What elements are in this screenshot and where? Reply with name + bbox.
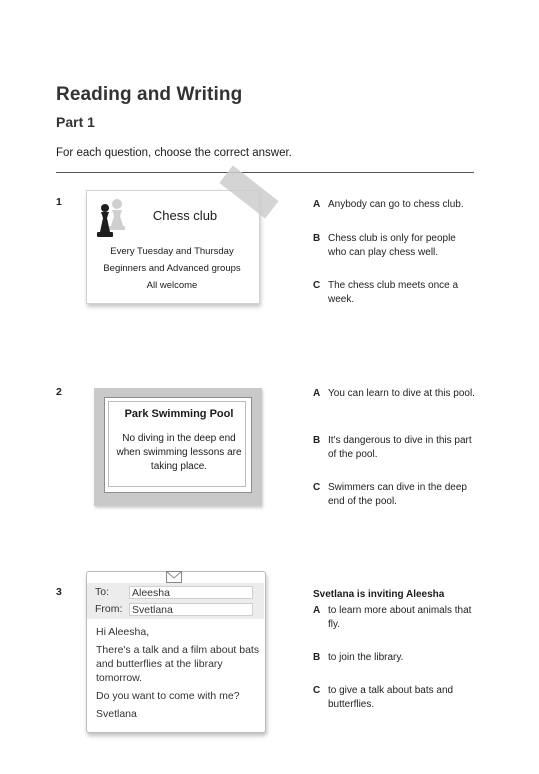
option-letter: B [313, 233, 321, 244]
question-number-2: 2 [56, 386, 62, 398]
option-letter: A [313, 199, 321, 210]
notice-line: All welcome [146, 280, 198, 291]
option-2c[interactable] [313, 481, 476, 509]
option-letter: C [313, 280, 321, 291]
divider [56, 172, 474, 173]
email-greeting: Hi Aleesha, [96, 626, 150, 638]
notice-line: Beginners and Advanced groups [103, 263, 241, 274]
email-paragraph: Do you want to come with me? [96, 690, 240, 702]
option-1c[interactable] [313, 279, 476, 307]
question-number-3: 3 [56, 586, 62, 598]
option-text: Swimmers can dive in the deep end of the pool. [328, 482, 467, 507]
option-1b[interactable] [313, 232, 476, 260]
option-3a[interactable] [313, 604, 476, 632]
instruction-text: For each question, choose the correct answer. [56, 147, 292, 159]
email-paragraph: There's a talk and a film about bats and butterflies at the library tomorrow. [96, 644, 260, 684]
question-number-1: 1 [56, 196, 62, 208]
section-title: Reading and Writing [56, 84, 243, 105]
sign-line: taking place. [150, 461, 208, 472]
option-text: Anybody can go to chess club. [328, 199, 464, 210]
sign-title: Park Swimming Pool [124, 408, 234, 420]
option-2a[interactable] [313, 387, 476, 401]
option-3b[interactable] [313, 651, 476, 665]
part-heading: Part 1 [56, 114, 95, 130]
to-label: To: [95, 586, 110, 598]
to-field: Aleesha [129, 586, 253, 599]
option-letter: A [313, 388, 321, 399]
option-letter: B [313, 652, 321, 663]
option-text: to give a talk about bats and butterflies. [328, 685, 454, 710]
option-2b[interactable] [313, 434, 476, 462]
option-letter: B [313, 435, 321, 446]
email-body [96, 625, 260, 725]
option-text: The chess club meets once a week. [328, 280, 459, 305]
option-letter: A [313, 605, 321, 616]
sign-line: No diving in the deep end [122, 433, 236, 444]
sign-body [103, 432, 255, 474]
option-text: to join the library. [328, 652, 404, 663]
sign-line: when swimming lessons are [116, 447, 242, 458]
notice-title: Chess club [152, 208, 218, 223]
option-letter: C [313, 482, 321, 493]
notice-line: Every Tuesday and Thursday [110, 246, 234, 257]
from-label: From: [95, 603, 123, 615]
option-text: Chess club is only for people who can play chess well. [328, 233, 456, 258]
option-text: to learn more about animals that fly. [328, 605, 472, 630]
notice-body [86, 243, 258, 294]
option-letter: C [313, 685, 321, 696]
option-1a[interactable] [313, 198, 476, 212]
option-3c[interactable] [313, 684, 476, 712]
from-field: Svetlana [129, 603, 253, 616]
option-text: It's dangerous to dive in this part of the pool. [328, 435, 472, 460]
email-signoff: Svetlana [96, 708, 137, 720]
question-lead: Svetlana is inviting Aleesha [313, 589, 445, 600]
option-text: You can learn to dive at this pool. [328, 388, 475, 399]
